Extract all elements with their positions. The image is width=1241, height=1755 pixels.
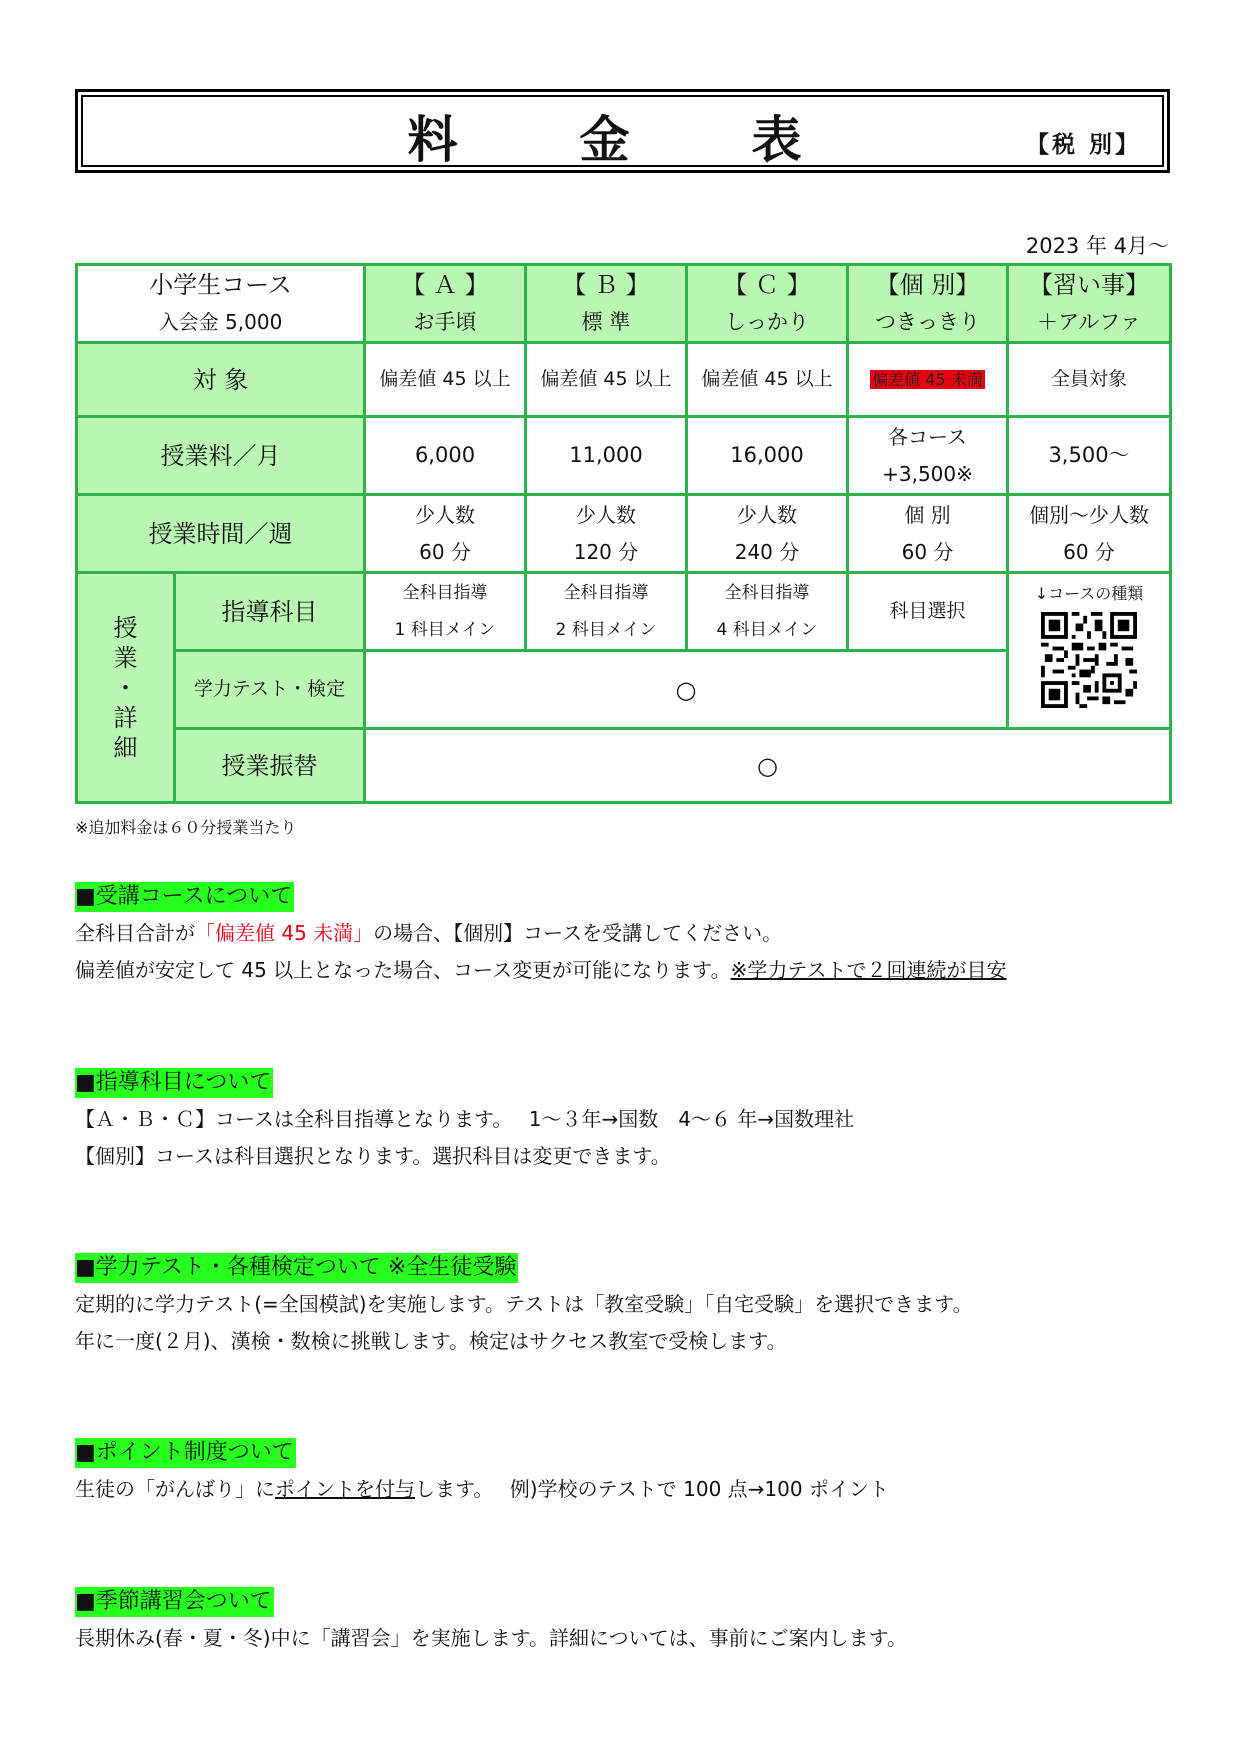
- tuition-b: 11,000: [526, 417, 687, 495]
- tests-row: [77, 651, 1171, 729]
- hours-line1: 少人数: [415, 502, 475, 527]
- details-char: 詳: [113, 703, 138, 732]
- section-heading: ■学力テスト・各種検定ついて ※全生徒受験: [75, 1253, 518, 1283]
- makeup-value: ○: [365, 729, 1171, 803]
- course-bracket: 【 Ａ 】: [401, 270, 489, 299]
- section-heading: ■指導科目について: [75, 1068, 273, 1098]
- entry-fee: 入会金 5,000: [158, 309, 283, 334]
- hours-line2: 60 分: [1063, 539, 1115, 564]
- section-line: 定期的に学力テスト(=全国模試)を実施します。テストは「教室受験」「自宅受験」を選択できます。: [75, 1292, 973, 1316]
- text-segment: します。 例)学校のテストで 100 点→100 ポイント: [415, 1477, 889, 1501]
- row-label-tests: 学力テスト・検定: [175, 651, 365, 729]
- subjects-line1: 全科目指導: [402, 582, 488, 603]
- subjects-b: [526, 573, 687, 651]
- course-bracket: 【 Ｃ 】: [723, 270, 811, 299]
- course-bracket: 【個 別】: [875, 270, 980, 299]
- course-bracket: 【 Ｂ 】: [562, 270, 650, 299]
- row-label-details: [77, 573, 175, 803]
- tests-value: ○: [365, 651, 1008, 729]
- row-label-target: 対 象: [77, 343, 365, 417]
- course-name: しっかり: [725, 309, 809, 334]
- row-label-tuition: 授業料／月: [77, 417, 365, 495]
- hours-narai: [1008, 495, 1171, 573]
- course-name: ＋アルファ: [1037, 309, 1141, 334]
- hours-b: [526, 495, 687, 573]
- row-label-makeup: 授業振替: [175, 729, 365, 803]
- page-title: 料 金 表: [407, 111, 838, 169]
- title-box: [75, 89, 1170, 173]
- tuition-narai: 3,500～: [1008, 417, 1171, 495]
- effective-date: 2023 年 4月～: [1025, 234, 1169, 258]
- hours-line2: 120 分: [573, 539, 639, 564]
- target-b: 偏差値 45 以上: [526, 343, 687, 417]
- details-char: 業: [113, 643, 138, 672]
- hours-line1: 個別～少人数: [1029, 502, 1149, 527]
- underlined-note: ※学力テストで２回連続が目安: [730, 958, 1007, 982]
- text-segment: 全科目合計が: [75, 921, 195, 945]
- section-line: 【Ａ・Ｂ・Ｃ】コースは全科目指導となります。 1～３年→国数 4～６ 年→国数理社: [75, 1107, 855, 1131]
- section-line: 年に一度(２月)、漢検・数検に挑戦します。検定はサクセス教室で受検します。: [75, 1329, 787, 1353]
- price-table: [75, 263, 1172, 804]
- text-segment: 生徒の「がんばり」に: [75, 1477, 275, 1501]
- hours-line2: 60 分: [419, 539, 471, 564]
- section-heading: ■ポイント制度ついて: [75, 1438, 296, 1468]
- section-line: 【個別】コースは科目選択となります。選択科目は変更できます。: [75, 1144, 671, 1168]
- section-points: [75, 1434, 889, 1508]
- subjects-a: [365, 573, 526, 651]
- tuition-kobetsu-line2: +3,500※: [882, 461, 973, 486]
- tax-note: 【税 別】: [1025, 132, 1141, 158]
- subjects-kobetsu: 科目選択: [848, 573, 1008, 651]
- course-name: お手頃: [413, 309, 477, 334]
- subjects-row: [77, 573, 1171, 651]
- hours-line1: 少人数: [576, 502, 636, 527]
- qr-caption: ↓コースの種類: [1034, 584, 1144, 603]
- tuition-c: 16,000: [687, 417, 848, 495]
- qr-code-icon[interactable]: [1041, 612, 1137, 708]
- section-line: 長期休み(春・夏・冬)中に「講習会」を実施します。詳細については、事前にご案内します。: [75, 1626, 908, 1650]
- course-header-narai: [1008, 265, 1171, 343]
- highlight-red: 「偏差値 45 未満」: [195, 921, 374, 945]
- details-char: 細: [113, 733, 138, 762]
- course-header-a: [365, 265, 526, 343]
- course-header-b: [526, 265, 687, 343]
- course-header-c: [687, 265, 848, 343]
- tuition-row: [77, 417, 1171, 495]
- text-segment: 偏差値が安定して 45 以上となった場合、コース変更が可能になります。: [75, 958, 731, 982]
- section-line: [75, 915, 1007, 952]
- tuition-a: 6,000: [365, 417, 526, 495]
- target-c: 偏差値 45 以上: [687, 343, 848, 417]
- row-label-hours: 授業時間／週: [77, 495, 365, 573]
- hours-kobetsu: [848, 495, 1008, 573]
- course-bracket: 【習い事】: [1029, 270, 1149, 299]
- target-row: [77, 343, 1171, 417]
- section-heading: ■季節講習会ついて: [75, 1587, 274, 1617]
- section-course: [75, 878, 1007, 989]
- subjects-line1: 全科目指導: [724, 582, 810, 603]
- text-segment: の場合、【個別】コースを受講してください。: [373, 921, 783, 945]
- underlined-note: ポイントを付与: [275, 1477, 415, 1501]
- footnote: ※追加料金は６０分授業当たり: [75, 818, 297, 837]
- hours-a: [365, 495, 526, 573]
- tuition-kobetsu-line1: 各コース: [888, 424, 967, 449]
- row-label-subjects: 指導科目: [175, 573, 365, 651]
- hours-c: [687, 495, 848, 573]
- hours-line2: 60 分: [901, 539, 954, 564]
- target-narai: 全員対象: [1008, 343, 1171, 417]
- qr-cell: [1008, 573, 1171, 729]
- course-name: 標 準: [581, 309, 631, 334]
- subjects-line2: 1 科目メイン: [394, 619, 496, 640]
- makeup-row: [77, 729, 1171, 803]
- hours-line2: 240 分: [734, 539, 800, 564]
- course-header-corner: [77, 265, 365, 343]
- section-line: [75, 1471, 889, 1508]
- details-char: 授: [113, 613, 138, 642]
- subjects-line2: 2 科目メイン: [555, 619, 657, 640]
- target-kobetsu: 偏差値 45 未満: [872, 369, 983, 389]
- tuition-kobetsu: [848, 417, 1008, 495]
- hours-line1: 個 別: [904, 502, 951, 527]
- section-heading: ■受講コースについて: [75, 882, 294, 912]
- subjects-line2: 4 科目メイン: [716, 619, 818, 640]
- section-tests: [75, 1249, 973, 1360]
- course-name: つきっきり: [875, 309, 980, 334]
- corner-title: 小学生コース: [149, 270, 292, 299]
- subjects-c: [687, 573, 848, 651]
- target-a: 偏差値 45 以上: [365, 343, 526, 417]
- hours-line1: 少人数: [737, 502, 797, 527]
- header-row: [77, 265, 1171, 343]
- section-seasonal: [75, 1583, 907, 1657]
- subjects-line1: 全科目指導: [563, 582, 649, 603]
- course-header-kobetsu: [848, 265, 1008, 343]
- section-subjects: [75, 1064, 854, 1175]
- section-line: [75, 952, 1007, 989]
- target-kobetsu-cell: [848, 343, 1008, 417]
- details-char: ・: [113, 673, 138, 702]
- hours-row: [77, 495, 1171, 573]
